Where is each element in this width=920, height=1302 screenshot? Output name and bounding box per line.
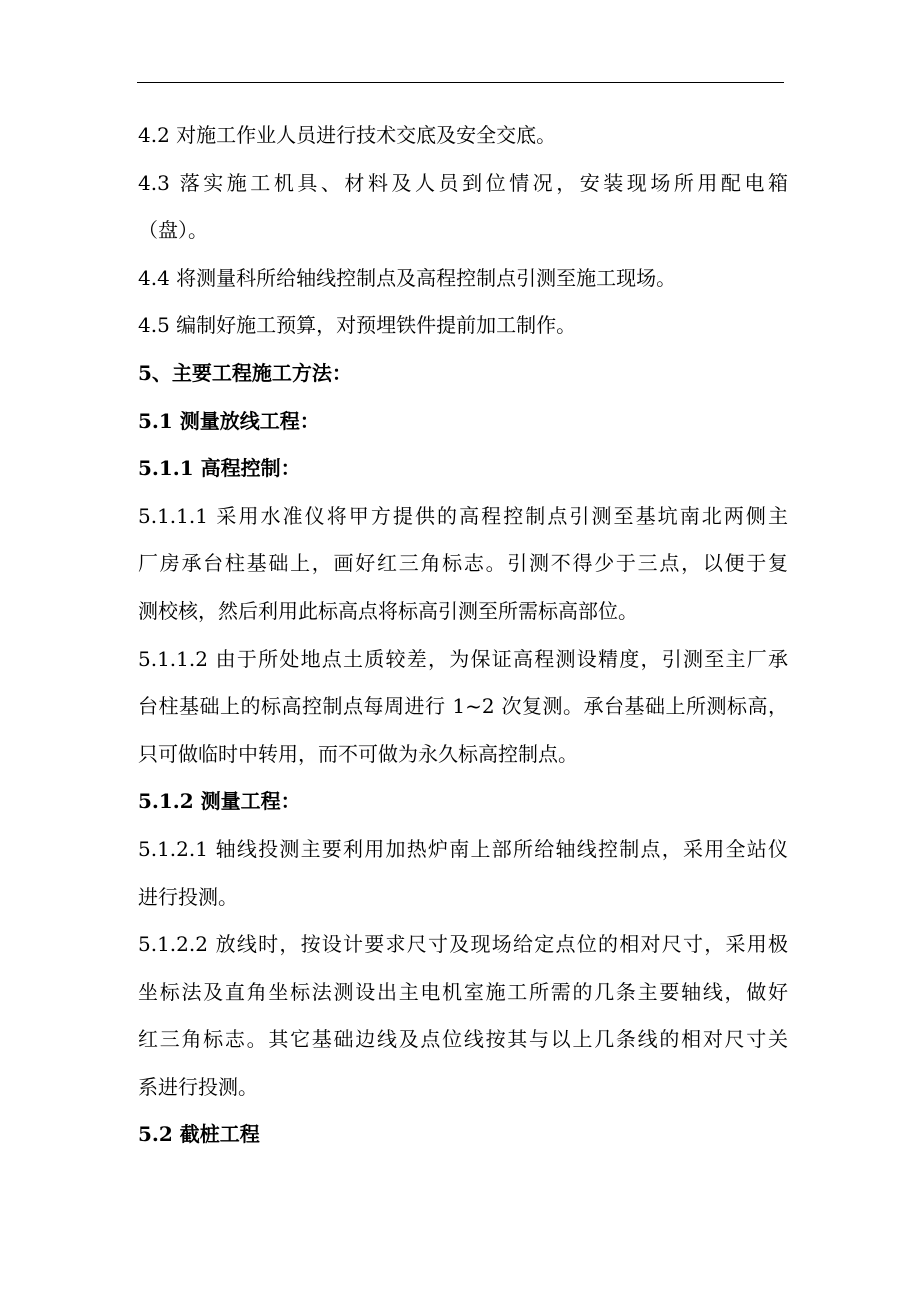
subsection-heading: 5.1.2 测量工程： — [138, 789, 301, 814]
text-line: 台柱基础上的标高控制点每周进行 1~2 次复测。承台基础上所测标高， — [138, 694, 788, 719]
text-line: 5.1.2.1 轴线投测主要利用加热炉南上部所给轴线控制点，采用全站仪 — [138, 836, 788, 861]
text-line: 只可做临时中转用，而不可做为永久标高控制点。 — [138, 741, 578, 766]
text-line: 坐标法及直角坐标法测设出主电机室施工所需的几条主要轴线，做好 — [138, 979, 788, 1004]
text-line: 5.1.2.2 放线时，按设计要求尺寸及现场给定点位的相对尺寸，采用极 — [138, 932, 788, 957]
header-rule — [137, 82, 784, 83]
text-line: 系进行投测。 — [138, 1074, 258, 1099]
text-line: 厂房承台柱基础上，画好红三角标志。引测不得少于三点，以便于复 — [138, 551, 788, 576]
subsection-heading: 5.1.1 高程控制： — [138, 456, 301, 481]
document-body — [138, 112, 788, 1159]
subsection-heading: 5.1 测量放线工程： — [138, 408, 320, 433]
section-heading: 5、主要工程施工方法： — [138, 360, 352, 385]
text-line: 进行投测。 — [138, 884, 238, 909]
section-heading: 5.2 截桩工程 — [138, 1122, 260, 1147]
text-line: 5.1.1.1 采用水准仪将甲方提供的高程控制点引测至基坑南北两侧主 — [138, 503, 788, 528]
text-line: 红三角标志。其它基础边线及点位线按其与以上几条线的相对尺寸关 — [138, 1027, 788, 1052]
text-line: 测校核，然后利用此标高点将标高引测至所需标高部位。 — [138, 598, 638, 623]
text-line: 4.5 编制好施工预算，对预埋铁件提前加工制作。 — [138, 313, 577, 338]
text-line: 4.3 落实施工机具、材料及人员到位情况，安装现场所用配电箱 — [138, 170, 788, 195]
text-line: （盘）。 — [138, 218, 208, 243]
text-line: 4.2 对施工作业人员进行技术交底及安全交底。 — [138, 123, 557, 147]
text-line: 4.4 将测量科所给轴线控制点及高程控制点引测至施工现场。 — [138, 265, 677, 290]
text-line: 5.1.1.2 由于所处地点土质较差，为保证高程测设精度，引测至主厂承 — [138, 646, 788, 671]
